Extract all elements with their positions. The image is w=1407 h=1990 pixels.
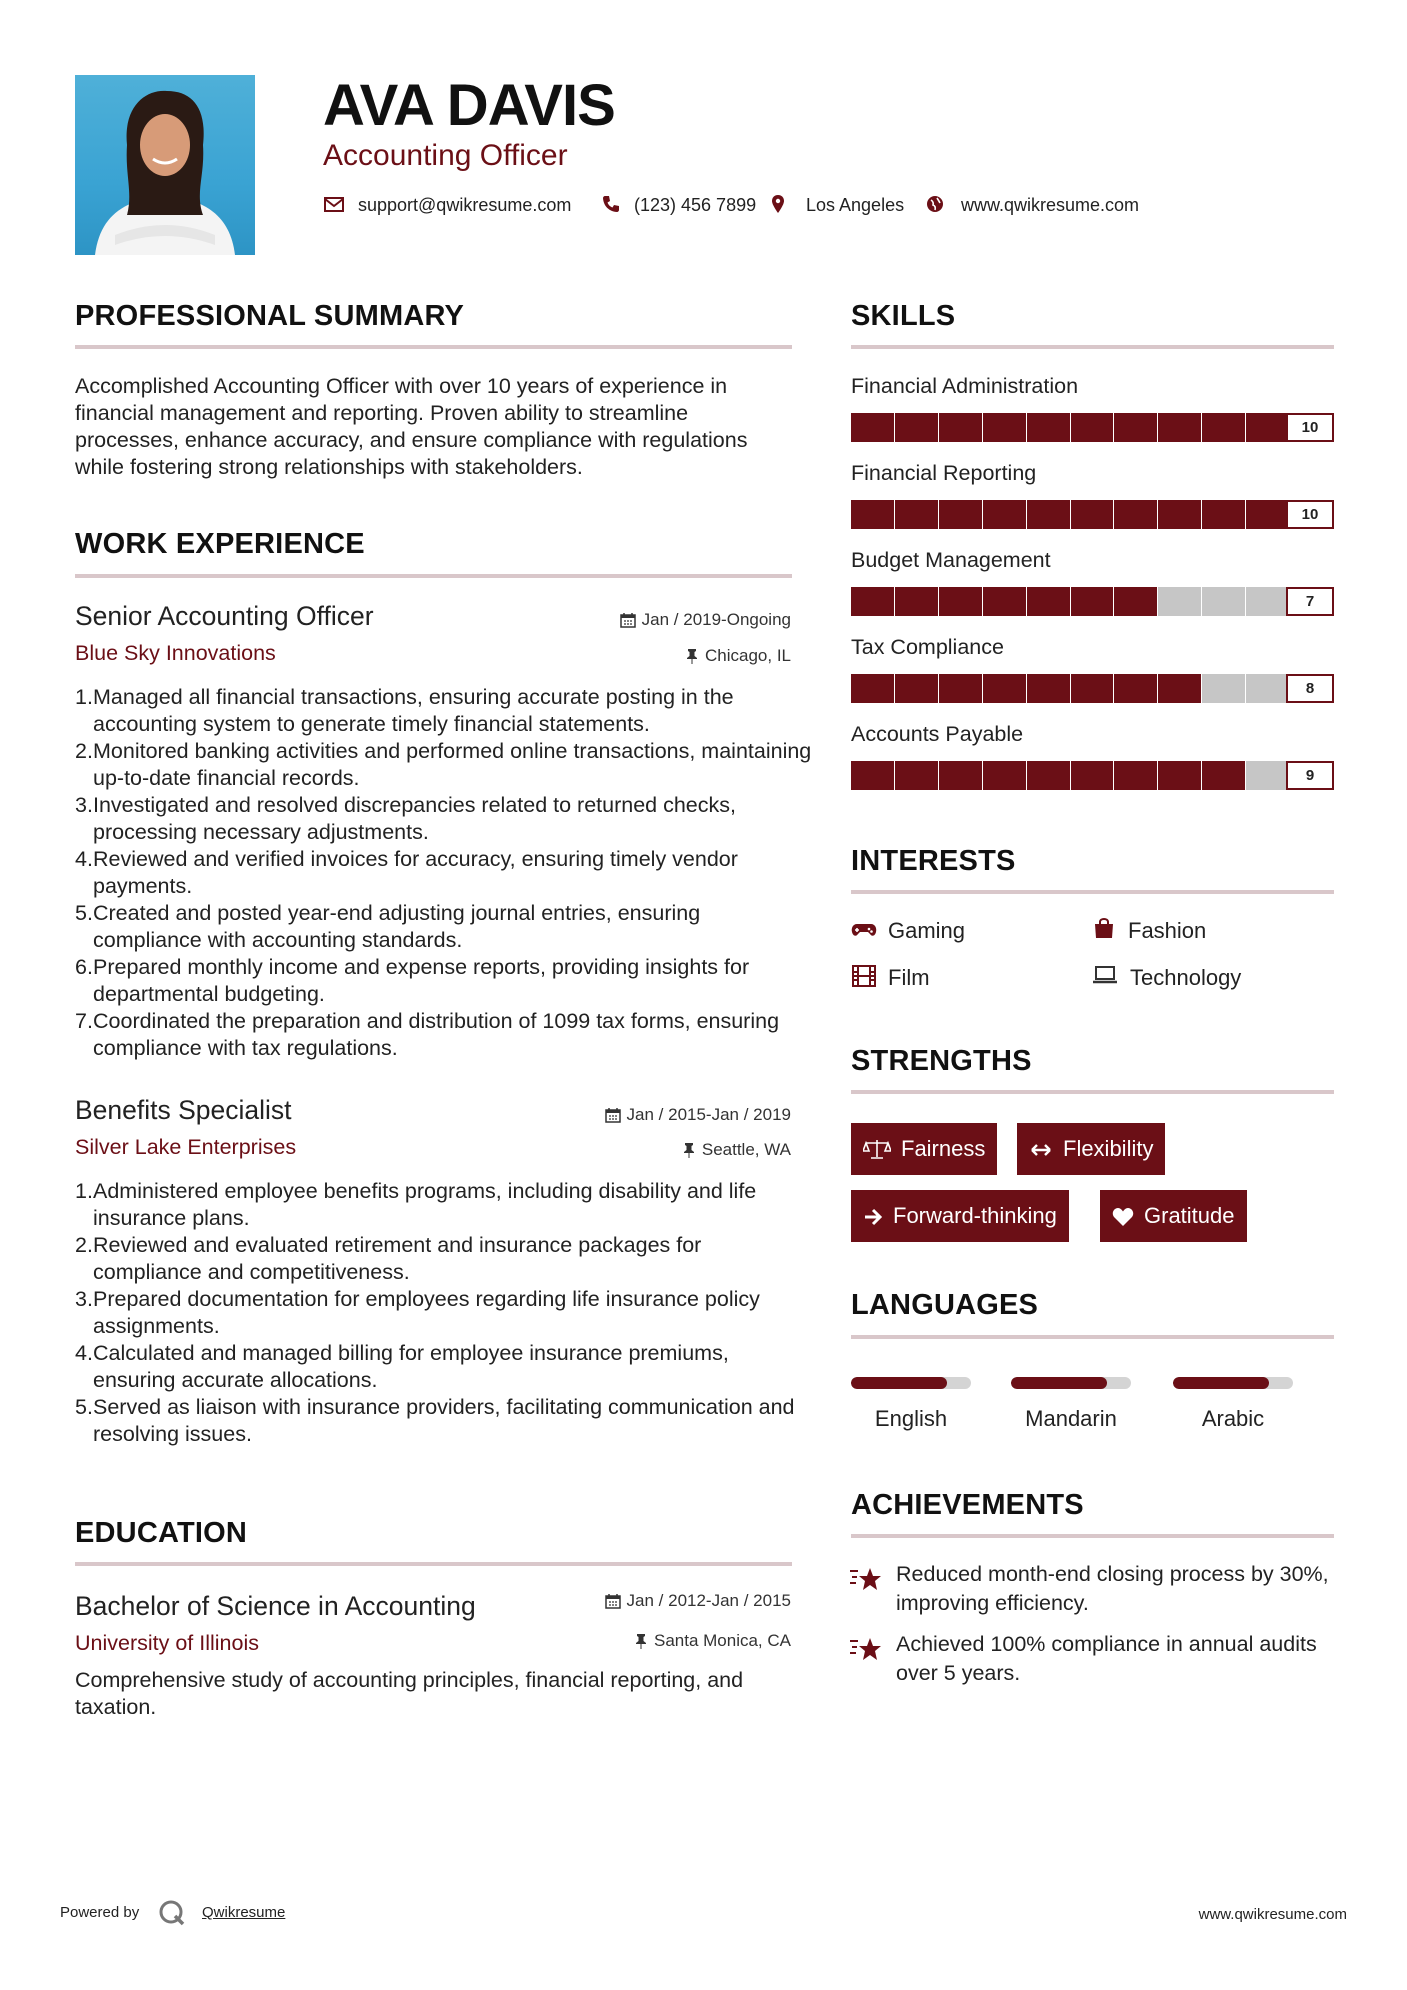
calendar-icon (605, 1593, 621, 1609)
skill-segment (851, 587, 894, 616)
list-item: Prepared monthly income and expense reports, providing insights for departmental budgeting. (93, 955, 750, 1006)
footer-website[interactable]: www.qwikresume.com (1198, 1906, 1347, 1923)
skill-name: Financial Administration (851, 374, 1079, 398)
skill-bar (851, 761, 1334, 790)
balance-scale-icon (863, 1138, 891, 1160)
strength-label: Forward-thinking (893, 1203, 1057, 1228)
language-level-fill (1173, 1377, 1269, 1389)
skills-heading: SKILLS (851, 300, 956, 332)
skill-score: 9 (1286, 761, 1334, 790)
skill-segment (1027, 587, 1070, 616)
heart-icon (1112, 1207, 1134, 1227)
experience-heading: WORK EXPERIENCE (75, 528, 365, 560)
skill-segment (983, 413, 1026, 442)
skill-score: 10 (1286, 413, 1334, 442)
strength-chip (851, 1190, 1069, 1242)
skill-segment (1246, 587, 1289, 616)
skill-segment (1246, 761, 1289, 790)
strength-label: Gratitude (1144, 1203, 1235, 1228)
skill-segment (1114, 587, 1157, 616)
powered-by-label: Powered by (60, 1904, 140, 1921)
skill-segment (1202, 761, 1245, 790)
job-1-company: Blue Sky Innovations (75, 641, 276, 665)
skill-bar (851, 674, 1334, 703)
skill-segment (1158, 674, 1201, 703)
skill-segment (1202, 587, 1245, 616)
skill-segment (895, 500, 938, 529)
skill-name: Accounts Payable (851, 722, 1024, 746)
education-dates-text: Jan / 2012-Jan / 2015 (626, 1591, 791, 1610)
interest-label: Technology (1130, 965, 1242, 990)
list-item: Administered employee benefits programs, including disability and life insurance plans. (93, 1179, 757, 1230)
experience-divider (75, 574, 792, 578)
skill-segment (1071, 587, 1114, 616)
job-2-location-text: Seattle, WA (701, 1140, 791, 1159)
job-2-location (682, 1139, 791, 1161)
skill-segment (1158, 413, 1201, 442)
skill-segment (1202, 674, 1245, 703)
interest-label: Fashion (1128, 918, 1207, 943)
skill-segment (939, 500, 982, 529)
skill-segment (983, 674, 1026, 703)
pin-icon (685, 648, 699, 664)
job-2-dates-text: Jan / 2015-Jan / 2019 (626, 1105, 791, 1124)
list-item: Served as liaison with insurance providers, facilitating communication and resolving issues. (93, 1395, 795, 1446)
strength-label: Fairness (901, 1136, 986, 1161)
arrows-horizontal-icon (1029, 1140, 1053, 1160)
language-level-fill (1011, 1377, 1107, 1389)
language-level-fill (851, 1377, 947, 1389)
skill-segment (1246, 413, 1289, 442)
language-label: Mandarin (1025, 1406, 1117, 1431)
list-item: Coordinated the preparation and distribution of 1099 tax forms, ensuring compliance with tax regulations. (93, 1009, 780, 1060)
contact-email[interactable]: support@qwikresume.com (358, 195, 572, 215)
education-location-text: Santa Monica, CA (653, 1631, 791, 1650)
strength-chip (1017, 1123, 1165, 1175)
language-level-bar (851, 1377, 971, 1389)
education-divider (75, 1562, 792, 1566)
skill-segment (895, 761, 938, 790)
job-1-location (685, 645, 791, 667)
star-award-icon (849, 1565, 883, 1593)
skill-segment (1202, 413, 1245, 442)
skill-score: 7 (1286, 587, 1334, 616)
list-item: Calculated and managed billing for employee insurance premiums, ensuring accurate allocations. (93, 1341, 729, 1392)
strength-chip (1100, 1190, 1247, 1242)
list-item: Created and posted year-end adjusting journal entries, ensuring compliance with accounting standards. (93, 901, 701, 952)
shopping-bag-icon (1092, 916, 1116, 940)
summary-heading: PROFESSIONAL SUMMARY (75, 300, 465, 332)
skill-segment (1246, 500, 1289, 529)
skill-segment (1158, 761, 1201, 790)
job-1-title: Senior Accounting Officer (75, 601, 374, 631)
skill-name: Financial Reporting (851, 461, 1037, 485)
strengths-divider (851, 1090, 1334, 1094)
list-item: Managed all financial transactions, ensuring accurate posting in the accounting system to generate timely financial statements. (93, 685, 734, 736)
job-title: Accounting Officer (323, 139, 568, 172)
list-item: Investigated and resolved discrepancies related to returned checks, processing necessary adjustments. (93, 793, 736, 844)
language-label: Arabic (1201, 1406, 1265, 1431)
strength-label: Flexibility (1063, 1136, 1154, 1161)
skill-score: 8 (1286, 674, 1334, 703)
skill-segment (983, 761, 1026, 790)
skill-bar (851, 587, 1334, 616)
skill-segment (1071, 761, 1114, 790)
skill-segment (939, 413, 982, 442)
skill-segment (895, 413, 938, 442)
skill-score: 10 (1286, 500, 1334, 529)
skill-bar (851, 500, 1334, 529)
star-award-icon (849, 1635, 883, 1663)
language-level-bar (1011, 1377, 1131, 1389)
skill-segment (1114, 413, 1157, 442)
job-1-bullets (75, 684, 813, 1062)
interests-heading: INTERESTS (851, 845, 1016, 877)
calendar-icon (620, 612, 636, 628)
job-1-dates (620, 609, 791, 631)
pin-icon (634, 1633, 648, 1649)
achievements-heading: ACHIEVEMENTS (851, 1489, 1084, 1521)
skill-segment (895, 674, 938, 703)
education-dates (605, 1590, 791, 1612)
list-item: Reviewed and evaluated retirement and insurance packages for compliance and competitiveness. (93, 1233, 702, 1284)
skill-segment (939, 674, 982, 703)
list-item: Prepared documentation for employees regarding life insurance policy assignments. (93, 1287, 760, 1338)
summary-divider (75, 345, 792, 349)
envelope-icon (323, 193, 345, 215)
job-2-company: Silver Lake Enterprises (75, 1135, 297, 1159)
contact-phone[interactable]: (123) 456 7899 (634, 195, 757, 215)
degree-title: Bachelor of Science in Accounting (75, 1591, 476, 1621)
school-name: University of Illinois (75, 1631, 259, 1655)
skill-segment (939, 761, 982, 790)
languages-divider (851, 1335, 1334, 1339)
skill-name: Tax Compliance (851, 635, 1004, 659)
qwikresume-logo-icon (157, 1898, 187, 1928)
achievement-item: Achieved 100% compliance in annual audits over 5 years. (896, 1632, 1317, 1685)
list-item: Monitored banking activities and performed online transactions, maintaining up-to-date financial records. (93, 739, 812, 790)
strengths-heading: STRENGTHS (851, 1045, 1032, 1077)
contact-location: Los Angeles (806, 195, 905, 215)
phone-icon (600, 193, 622, 215)
map-marker-icon (767, 193, 789, 215)
skill-segment (1114, 761, 1157, 790)
language-level-bar (1173, 1377, 1293, 1389)
calendar-icon (605, 1107, 621, 1123)
skill-segment (895, 587, 938, 616)
achievements-divider (851, 1534, 1334, 1538)
skill-segment (851, 413, 894, 442)
skill-segment (1246, 674, 1289, 703)
summary-text: Accomplished Accounting Officer with over 10 years of experience in financial management and reporting. Proven ability to streamline processes, enhance accuracy, and ensure compliance with regulations while fostering strong relationships with stakeholders. (75, 374, 748, 479)
qwikresume-link[interactable]: Qwikresume (202, 1904, 286, 1921)
profile-photo (75, 75, 255, 255)
language-label: English (874, 1406, 948, 1431)
skill-segment (1158, 587, 1201, 616)
skill-name: Budget Management (851, 548, 1051, 572)
skill-segment (1158, 500, 1201, 529)
skill-segment (1027, 500, 1070, 529)
list-item: Reviewed and verified invoices for accuracy, ensuring timely vendor payments. (93, 847, 738, 898)
job-1-dates-text: Jan / 2019-Ongoing (641, 610, 791, 629)
interest-label: Film (888, 965, 930, 990)
globe-icon (924, 193, 946, 215)
skill-segment (1202, 500, 1245, 529)
pin-icon (682, 1142, 696, 1158)
film-icon (851, 964, 877, 988)
laptop-icon (1092, 964, 1118, 986)
contact-website[interactable]: www.qwikresume.com (961, 195, 1140, 215)
skills-divider (851, 345, 1334, 349)
skill-segment (1027, 674, 1070, 703)
skill-segment (1114, 674, 1157, 703)
skill-segment (1114, 500, 1157, 529)
gamepad-icon (851, 920, 877, 940)
skill-segment (1027, 761, 1070, 790)
skill-segment (1027, 413, 1070, 442)
job-2-title: Benefits Specialist (75, 1095, 292, 1125)
skill-bar (851, 413, 1334, 442)
languages-heading: LANGUAGES (851, 1289, 1039, 1321)
skill-segment (939, 587, 982, 616)
education-heading: EDUCATION (75, 1517, 248, 1549)
job-2-dates (605, 1104, 791, 1126)
skill-segment (1071, 500, 1114, 529)
education-location (634, 1630, 791, 1652)
job-1-location-text: Chicago, IL (705, 646, 791, 665)
strength-chip (851, 1123, 997, 1175)
achievement-item: Reduced month-end closing process by 30%, improving efficiency. (896, 1562, 1329, 1615)
skill-segment (851, 500, 894, 529)
interests-divider (851, 890, 1334, 894)
skill-segment (983, 587, 1026, 616)
arrow-right-icon (863, 1207, 883, 1227)
education-description: Comprehensive study of accounting principles, financial reporting, and taxation. (75, 1668, 744, 1719)
skill-segment (1071, 674, 1114, 703)
candidate-name: AVA DAVIS (323, 73, 615, 138)
interest-label: Gaming (888, 918, 966, 943)
skill-segment (1071, 413, 1114, 442)
skill-segment (851, 674, 894, 703)
job-2-bullets (75, 1178, 813, 1448)
skill-segment (983, 500, 1026, 529)
skill-segment (851, 761, 894, 790)
